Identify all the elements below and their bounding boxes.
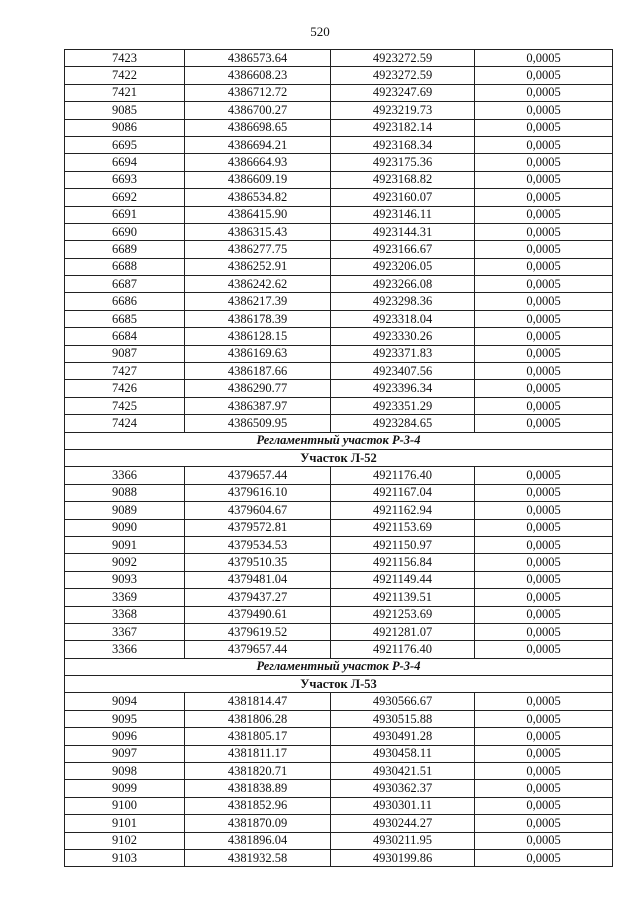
point-number-cell: 6692 xyxy=(65,189,185,206)
y-coordinate-cell: 4921167.04 xyxy=(331,484,475,501)
table-row xyxy=(65,554,613,571)
value-cell: 0,0005 xyxy=(475,693,613,710)
y-coordinate-cell: 4923146.11 xyxy=(331,206,475,223)
table-row xyxy=(65,728,613,745)
y-coordinate-cell: 4921139.51 xyxy=(331,589,475,606)
y-coordinate-cell: 4923266.08 xyxy=(331,276,475,293)
table-row xyxy=(65,693,613,710)
value-cell: 0,0005 xyxy=(475,815,613,832)
table-row xyxy=(65,606,613,623)
value-cell: 0,0005 xyxy=(475,780,613,797)
y-coordinate-cell: 4930421.51 xyxy=(331,763,475,780)
x-coordinate-cell: 4379534.53 xyxy=(185,536,331,553)
value-cell: 0,0005 xyxy=(475,293,613,310)
value-cell: 0,0005 xyxy=(475,467,613,484)
x-coordinate-cell: 4381820.71 xyxy=(185,763,331,780)
x-coordinate-cell: 4386290.77 xyxy=(185,380,331,397)
value-cell: 0,0005 xyxy=(475,728,613,745)
x-coordinate-cell: 4379604.67 xyxy=(185,502,331,519)
point-number-cell: 9102 xyxy=(65,832,185,849)
y-coordinate-cell: 4930199.86 xyxy=(331,849,475,866)
value-cell: 0,0005 xyxy=(475,84,613,101)
x-coordinate-cell: 4379572.81 xyxy=(185,519,331,536)
point-number-cell: 6685 xyxy=(65,310,185,327)
y-coordinate-cell: 4921281.07 xyxy=(331,623,475,640)
value-cell: 0,0005 xyxy=(475,710,613,727)
x-coordinate-cell: 4386698.65 xyxy=(185,119,331,136)
section-subheading-row xyxy=(65,449,613,466)
value-cell: 0,0005 xyxy=(475,328,613,345)
y-coordinate-cell: 4923144.31 xyxy=(331,223,475,240)
point-number-cell: 9101 xyxy=(65,815,185,832)
table-row xyxy=(65,328,613,345)
point-number-cell: 3366 xyxy=(65,641,185,658)
point-number-cell: 9097 xyxy=(65,745,185,762)
table-row xyxy=(65,241,613,258)
point-number-cell: 6684 xyxy=(65,328,185,345)
point-number-cell: 9100 xyxy=(65,797,185,814)
value-cell: 0,0005 xyxy=(475,763,613,780)
table-row xyxy=(65,310,613,327)
point-number-cell: 6689 xyxy=(65,241,185,258)
table-row xyxy=(65,710,613,727)
value-cell: 0,0005 xyxy=(475,276,613,293)
y-coordinate-cell: 4923272.59 xyxy=(331,67,475,84)
value-cell: 0,0005 xyxy=(475,345,613,362)
point-number-cell: 9095 xyxy=(65,710,185,727)
point-number-cell: 9103 xyxy=(65,849,185,866)
x-coordinate-cell: 4386315.43 xyxy=(185,223,331,240)
x-coordinate-cell: 4381838.89 xyxy=(185,780,331,797)
x-coordinate-cell: 4379490.61 xyxy=(185,606,331,623)
x-coordinate-cell: 4386664.93 xyxy=(185,154,331,171)
x-coordinate-cell: 4386277.75 xyxy=(185,241,331,258)
x-coordinate-cell: 4386415.90 xyxy=(185,206,331,223)
y-coordinate-cell: 4930362.37 xyxy=(331,780,475,797)
value-cell: 0,0005 xyxy=(475,310,613,327)
x-coordinate-cell: 4386187.66 xyxy=(185,363,331,380)
x-coordinate-cell: 4386694.21 xyxy=(185,136,331,153)
y-coordinate-cell: 4921150.97 xyxy=(331,536,475,553)
point-number-cell: 6693 xyxy=(65,171,185,188)
y-coordinate-cell: 4930566.67 xyxy=(331,693,475,710)
section-subheading-row xyxy=(65,676,613,693)
point-number-cell: 7427 xyxy=(65,363,185,380)
value-cell: 0,0005 xyxy=(475,171,613,188)
value-cell: 0,0005 xyxy=(475,206,613,223)
value-cell: 0,0005 xyxy=(475,258,613,275)
x-coordinate-cell: 4381811.17 xyxy=(185,745,331,762)
value-cell: 0,0005 xyxy=(475,415,613,432)
table-row xyxy=(65,467,613,484)
y-coordinate-cell: 4930301.11 xyxy=(331,797,475,814)
table-row xyxy=(65,189,613,206)
x-coordinate-cell: 4386387.97 xyxy=(185,397,331,414)
x-coordinate-cell: 4386169.63 xyxy=(185,345,331,362)
y-coordinate-cell: 4923284.65 xyxy=(331,415,475,432)
table-row xyxy=(65,84,613,101)
point-number-cell: 9085 xyxy=(65,102,185,119)
point-number-cell: 9098 xyxy=(65,763,185,780)
y-coordinate-cell: 4923371.83 xyxy=(331,345,475,362)
point-number-cell: 9087 xyxy=(65,345,185,362)
y-coordinate-cell: 4923206.05 xyxy=(331,258,475,275)
y-coordinate-cell: 4930515.88 xyxy=(331,710,475,727)
value-cell: 0,0005 xyxy=(475,189,613,206)
y-coordinate-cell: 4921162.94 xyxy=(331,502,475,519)
y-coordinate-cell: 4921253.69 xyxy=(331,606,475,623)
x-coordinate-cell: 4379481.04 xyxy=(185,571,331,588)
value-cell: 0,0005 xyxy=(475,832,613,849)
table-row xyxy=(65,502,613,519)
section-subheading: Участок Л-52 xyxy=(65,449,613,466)
point-number-cell: 6686 xyxy=(65,293,185,310)
point-number-cell: 9089 xyxy=(65,502,185,519)
y-coordinate-cell: 4923175.36 xyxy=(331,154,475,171)
value-cell: 0,0005 xyxy=(475,641,613,658)
point-number-cell: 9090 xyxy=(65,519,185,536)
table-row xyxy=(65,258,613,275)
table-row xyxy=(65,519,613,536)
value-cell: 0,0005 xyxy=(475,102,613,119)
table-row xyxy=(65,223,613,240)
page-number: 520 xyxy=(310,24,330,39)
value-cell: 0,0005 xyxy=(475,849,613,866)
section-subheading: Участок Л-53 xyxy=(65,676,613,693)
table-row xyxy=(65,571,613,588)
x-coordinate-cell: 4381852.96 xyxy=(185,797,331,814)
x-coordinate-cell: 4379510.35 xyxy=(185,554,331,571)
value-cell: 0,0005 xyxy=(475,241,613,258)
point-number-cell: 9096 xyxy=(65,728,185,745)
point-number-cell: 6687 xyxy=(65,276,185,293)
x-coordinate-cell: 4379437.27 xyxy=(185,589,331,606)
x-coordinate-cell: 4386573.64 xyxy=(185,50,331,67)
table-row xyxy=(65,154,613,171)
point-number-cell: 9092 xyxy=(65,554,185,571)
x-coordinate-cell: 4386242.62 xyxy=(185,276,331,293)
y-coordinate-cell: 4923298.36 xyxy=(331,293,475,310)
table-row xyxy=(65,745,613,762)
table-row xyxy=(65,780,613,797)
table-row xyxy=(65,136,613,153)
y-coordinate-cell: 4923168.82 xyxy=(331,171,475,188)
point-number-cell: 3367 xyxy=(65,623,185,640)
point-number-cell: 6688 xyxy=(65,258,185,275)
point-number-cell: 9091 xyxy=(65,536,185,553)
point-number-cell: 3369 xyxy=(65,589,185,606)
y-coordinate-cell: 4921153.69 xyxy=(331,519,475,536)
y-coordinate-cell: 4930458.11 xyxy=(331,745,475,762)
value-cell: 0,0005 xyxy=(475,136,613,153)
section-heading: Регламентный участок Р-3-4 xyxy=(65,432,613,449)
point-number-cell: 9093 xyxy=(65,571,185,588)
point-number-cell: 9088 xyxy=(65,484,185,501)
table-row xyxy=(65,623,613,640)
table-row xyxy=(65,293,613,310)
table-row xyxy=(65,832,613,849)
table-row xyxy=(65,589,613,606)
value-cell: 0,0005 xyxy=(475,154,613,171)
y-coordinate-cell: 4930491.28 xyxy=(331,728,475,745)
table-row xyxy=(65,206,613,223)
point-number-cell: 9086 xyxy=(65,119,185,136)
table-row xyxy=(65,102,613,119)
table-row xyxy=(65,415,613,432)
value-cell: 0,0005 xyxy=(475,67,613,84)
x-coordinate-cell: 4386178.39 xyxy=(185,310,331,327)
table-row xyxy=(65,363,613,380)
y-coordinate-cell: 4923247.69 xyxy=(331,84,475,101)
table-row xyxy=(65,797,613,814)
value-cell: 0,0005 xyxy=(475,380,613,397)
point-number-cell: 3366 xyxy=(65,467,185,484)
y-coordinate-cell: 4921156.84 xyxy=(331,554,475,571)
y-coordinate-cell: 4930211.95 xyxy=(331,832,475,849)
point-number-cell: 7425 xyxy=(65,397,185,414)
y-coordinate-cell: 4923160.07 xyxy=(331,189,475,206)
value-cell: 0,0005 xyxy=(475,623,613,640)
table-row xyxy=(65,484,613,501)
point-number-cell: 7426 xyxy=(65,380,185,397)
x-coordinate-cell: 4381870.09 xyxy=(185,815,331,832)
x-coordinate-cell: 4386608.23 xyxy=(185,67,331,84)
table-row xyxy=(65,849,613,866)
x-coordinate-cell: 4386128.15 xyxy=(185,328,331,345)
section-heading-row xyxy=(65,658,613,675)
point-number-cell: 6690 xyxy=(65,223,185,240)
x-coordinate-cell: 4379616.10 xyxy=(185,484,331,501)
y-coordinate-cell: 4923407.56 xyxy=(331,363,475,380)
point-number-cell: 7422 xyxy=(65,67,185,84)
value-cell: 0,0005 xyxy=(475,589,613,606)
coordinates-table xyxy=(64,49,613,867)
y-coordinate-cell: 4921176.40 xyxy=(331,641,475,658)
value-cell: 0,0005 xyxy=(475,536,613,553)
y-coordinate-cell: 4923272.59 xyxy=(331,50,475,67)
value-cell: 0,0005 xyxy=(475,484,613,501)
point-number-cell: 7424 xyxy=(65,415,185,432)
value-cell: 0,0005 xyxy=(475,745,613,762)
table-row xyxy=(65,276,613,293)
value-cell: 0,0005 xyxy=(475,797,613,814)
value-cell: 0,0005 xyxy=(475,554,613,571)
value-cell: 0,0005 xyxy=(475,119,613,136)
table-row xyxy=(65,815,613,832)
value-cell: 0,0005 xyxy=(475,363,613,380)
y-coordinate-cell: 4923166.67 xyxy=(331,241,475,258)
point-number-cell: 3368 xyxy=(65,606,185,623)
x-coordinate-cell: 4386509.95 xyxy=(185,415,331,432)
table-row xyxy=(65,641,613,658)
y-coordinate-cell: 4923351.29 xyxy=(331,397,475,414)
table-row xyxy=(65,380,613,397)
y-coordinate-cell: 4923168.34 xyxy=(331,136,475,153)
y-coordinate-cell: 4923219.73 xyxy=(331,102,475,119)
section-heading-row xyxy=(65,432,613,449)
value-cell: 0,0005 xyxy=(475,519,613,536)
point-number-cell: 7421 xyxy=(65,84,185,101)
x-coordinate-cell: 4386609.19 xyxy=(185,171,331,188)
table-row xyxy=(65,171,613,188)
table-row xyxy=(65,67,613,84)
x-coordinate-cell: 4381805.17 xyxy=(185,728,331,745)
point-number-cell: 7423 xyxy=(65,50,185,67)
x-coordinate-cell: 4379619.52 xyxy=(185,623,331,640)
x-coordinate-cell: 4381932.58 xyxy=(185,849,331,866)
table-row xyxy=(65,119,613,136)
x-coordinate-cell: 4386712.72 xyxy=(185,84,331,101)
value-cell: 0,0005 xyxy=(475,571,613,588)
y-coordinate-cell: 4923182.14 xyxy=(331,119,475,136)
x-coordinate-cell: 4379657.44 xyxy=(185,467,331,484)
value-cell: 0,0005 xyxy=(475,397,613,414)
point-number-cell: 9094 xyxy=(65,693,185,710)
point-number-cell: 6691 xyxy=(65,206,185,223)
y-coordinate-cell: 4923330.26 xyxy=(331,328,475,345)
section-heading: Регламентный участок Р-3-4 xyxy=(65,658,613,675)
point-number-cell: 6695 xyxy=(65,136,185,153)
x-coordinate-cell: 4386217.39 xyxy=(185,293,331,310)
y-coordinate-cell: 4923318.04 xyxy=(331,310,475,327)
x-coordinate-cell: 4381806.28 xyxy=(185,710,331,727)
table-row xyxy=(65,763,613,780)
table-row xyxy=(65,50,613,67)
x-coordinate-cell: 4386534.82 xyxy=(185,189,331,206)
y-coordinate-cell: 4921176.40 xyxy=(331,467,475,484)
y-coordinate-cell: 4930244.27 xyxy=(331,815,475,832)
table-row xyxy=(65,536,613,553)
x-coordinate-cell: 4386252.91 xyxy=(185,258,331,275)
table-row xyxy=(65,345,613,362)
x-coordinate-cell: 4386700.27 xyxy=(185,102,331,119)
x-coordinate-cell: 4381814.47 xyxy=(185,693,331,710)
value-cell: 0,0005 xyxy=(475,606,613,623)
x-coordinate-cell: 4379657.44 xyxy=(185,641,331,658)
x-coordinate-cell: 4381896.04 xyxy=(185,832,331,849)
value-cell: 0,0005 xyxy=(475,223,613,240)
point-number-cell: 6694 xyxy=(65,154,185,171)
table-row xyxy=(65,397,613,414)
point-number-cell: 9099 xyxy=(65,780,185,797)
value-cell: 0,0005 xyxy=(475,50,613,67)
table-body xyxy=(65,50,613,867)
y-coordinate-cell: 4923396.34 xyxy=(331,380,475,397)
value-cell: 0,0005 xyxy=(475,502,613,519)
y-coordinate-cell: 4921149.44 xyxy=(331,571,475,588)
